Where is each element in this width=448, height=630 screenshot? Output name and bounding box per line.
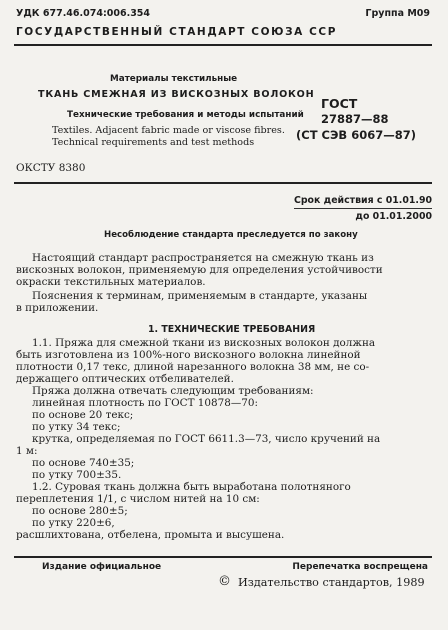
section-line: по утку 34 текс; (32, 421, 121, 433)
section-line: держащего оптических отбеливателей. (16, 373, 234, 385)
intro-line: окраски текстильных материалов. (16, 276, 206, 288)
footer-rule (14, 556, 432, 558)
section-line: расшлихтована, отбелена, промыта и высушена. (16, 529, 285, 541)
intro-line: вискозных волокон, применяемую для определения устойчивости (16, 264, 383, 276)
gost-label: ГОСТ (321, 96, 358, 111)
category-label: Материалы текстильные (110, 74, 238, 84)
validity-from: Срок действия с 01.01.90 (293, 195, 432, 206)
header-rule (14, 44, 432, 46)
standard-name: ТКАНЬ СМЕЖНАЯ ИЗ ВИСКОЗНЫХ ВОЛОКОН (38, 89, 315, 100)
sev-number: (СТ СЭВ 6067—87) (296, 128, 416, 142)
section-line: 1.1. Пряжа для смежной ткани из вискозных волокон должна (32, 337, 376, 349)
section-line: по основе 20 текс; (32, 409, 134, 421)
intro-line: Пояснения к терминам, применяемым в стандарте, указаны (32, 290, 368, 302)
section-line: Пряжа должна отвечать следующим требованиям: (32, 385, 314, 397)
section-line: по основе 280±5; (32, 505, 128, 517)
publisher-line: Издательство стандартов, 1989 (238, 576, 425, 589)
official-edition: Издание официальное (42, 562, 162, 572)
reprint-notice: Перепечатка воспрещена (292, 562, 428, 572)
section-line: плотности 0,17 текс, длиной нарезанного волокна 38 мм, не со- (16, 361, 370, 373)
validity-rule (294, 208, 432, 209)
intro-line: в приложении. (16, 302, 99, 314)
english-title-line2: Technical requirements and test methods (52, 137, 255, 148)
validity-to: до 01.01.2000 (355, 211, 432, 222)
section-line: линейная плотность по ГОСТ 10878—70: (32, 397, 258, 409)
section-heading: 1. ТЕХНИЧЕСКИЕ ТРЕБОВАНИЯ (148, 324, 316, 335)
gost-number: 27887—88 (321, 112, 389, 126)
law-warning: Несоблюдение стандарта преследуется по закону (104, 230, 358, 240)
udk-code: УДК 677.46.074:006.354 (16, 8, 151, 19)
section-line: 1 м: (16, 445, 38, 457)
agency-title: ГОСУДАРСТВЕННЫЙ СТАНДАРТ СОЮЗА ССР (16, 26, 338, 38)
section-line: переплетения 1/1, с числом нитей на 10 см: (16, 493, 260, 505)
section-line: по основе 740±35; (32, 457, 135, 469)
section-line: 1.2. Суровая ткань должна быть выработана полотняного (32, 481, 351, 493)
okstu-code: ОКСТУ 8380 (16, 162, 86, 174)
copyright-symbol: © (218, 574, 231, 589)
standard-subtitle: Технические требования и методы испытаний (67, 110, 304, 120)
group-code: Группа М09 (365, 8, 430, 19)
section-line: крутка, определяемая по ГОСТ 6611.3—73, число кручений на (32, 433, 381, 445)
okstu-rule (14, 182, 432, 184)
section-line: по утку 700±35. (32, 469, 122, 481)
section-line: быть изготовлена из 100%-ного вискозного волокна линейной (16, 349, 361, 361)
section-line: по утку 220±6, (32, 517, 115, 529)
intro-line: Настоящий стандарт распространяется на смежную ткань из (32, 252, 374, 264)
english-title-line1: Textiles. Adjacent fabric made or viscose fibres. (52, 125, 285, 136)
